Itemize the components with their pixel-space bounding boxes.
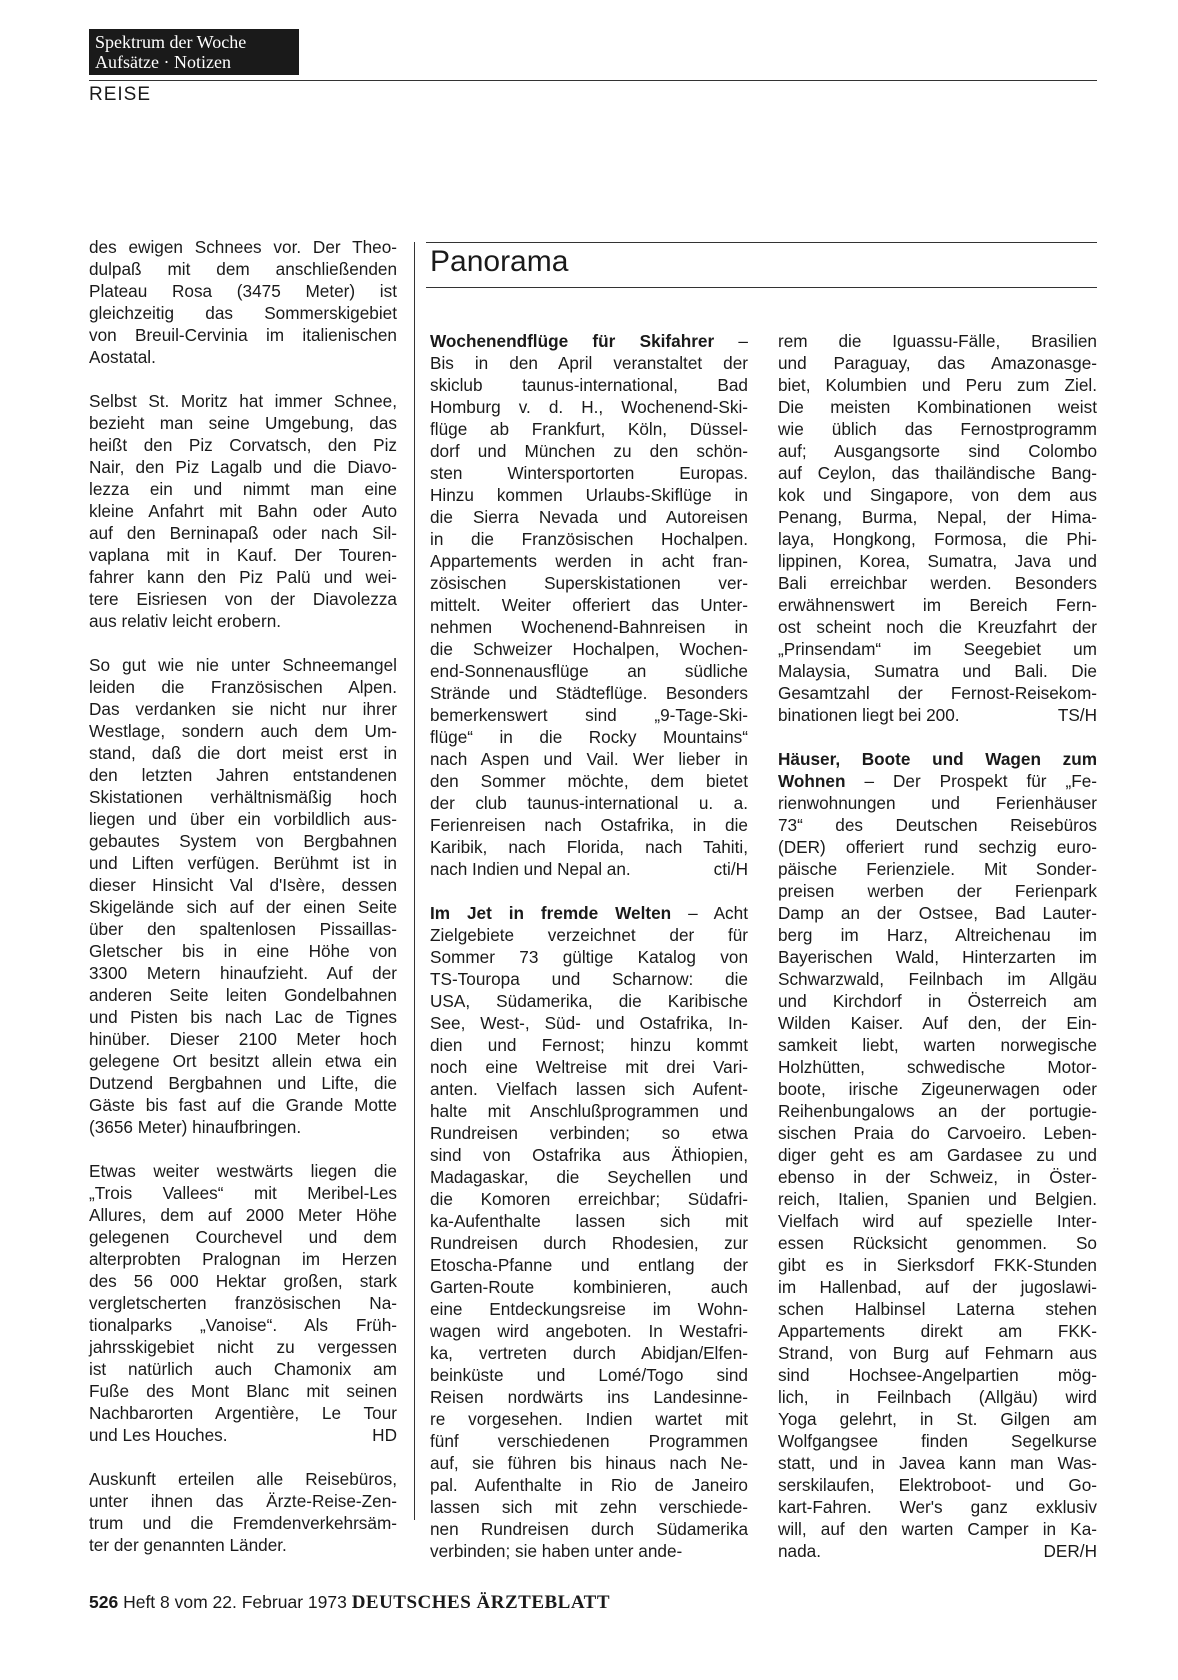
panorama-rule-bottom	[426, 287, 1097, 288]
text-line: Gesamtzahl der Fernost-Reisekom-	[778, 683, 1097, 703]
text-line: TS-Touropa und Scharnow: die	[430, 969, 748, 989]
text-line: stand, daß die dort meist erst in	[89, 743, 397, 763]
text-line: lezza ein und nimmt man eine	[89, 479, 397, 499]
text-line: lich, in Feilnbach (Allgäu) wird	[778, 1387, 1097, 1407]
text-line: trum und die Fremdenverkehrsäm-	[89, 1513, 397, 1533]
text-line: Nachbarorten Argentière, Le Tour	[89, 1403, 397, 1423]
text-line: vaplana mit in Kauf. Der Touren-	[89, 545, 397, 565]
text-line: gelegene Ort besitzt allein etwa ein	[89, 1051, 397, 1071]
text-line: Wolfgangsee finden Segelkurse	[778, 1431, 1097, 1451]
text-line: laya, Hongkong, Formosa, die Phi-	[778, 529, 1097, 549]
text-line: essen Rücksicht genommen. So	[778, 1233, 1097, 1253]
text-line: pal. Aufenthalte in Rio de Janeiro	[430, 1475, 748, 1495]
text-line: Allures, dem auf 2000 Meter Höhe	[89, 1205, 397, 1225]
paragraph	[430, 902, 748, 1562]
text-line: bezieht man seine Umgebung, das	[89, 413, 397, 433]
text-line: Yoga gelehrt, in St. Gilgen am	[778, 1409, 1097, 1429]
text-line: tionalparks „Vanoise“. Als Früh-	[89, 1315, 397, 1335]
text-line: des 56 000 Hektar großen, stark	[89, 1271, 397, 1291]
text-line: auf; Ausgangsorte sind Colombo	[778, 441, 1097, 461]
text-line: den Sommer möchte, dem bietet	[430, 771, 748, 791]
text-line: Rundreisen durch Rhodesien, zur	[430, 1233, 748, 1253]
middle-column	[430, 330, 748, 1584]
text-line: Hinzu kommen Urlaubs-Skiflüge in	[430, 485, 748, 505]
paragraph-heading: Wohnen	[778, 771, 846, 791]
text-line: Strände und Städteflüge. Besonders	[430, 683, 748, 703]
text-line: der club taunus-international u. a.	[430, 793, 748, 813]
text-line: Appartements werden in acht fran-	[430, 551, 748, 571]
paragraph	[89, 390, 397, 632]
text-line: lassen sich mit zehn verschiede-	[430, 1497, 748, 1517]
text-line: See, West-, Süd- und Ostafrika, In-	[430, 1013, 748, 1033]
text-line: aus relativ leicht erobern.	[89, 611, 282, 631]
text-line: 73“ des Deutschen Reisebüros	[778, 815, 1097, 835]
text-line: kleine Anfahrt mit Bahn oder Auto	[89, 501, 397, 521]
text-line: sind Hochsee-Angelpartien mög-	[778, 1365, 1097, 1385]
text-line: dieser Hinsicht Val d'Isère, dessen	[89, 875, 397, 895]
text-line: über den spaltenlosen Pissaillas-	[89, 919, 397, 939]
text-line: halte mit Anschlußprogrammen und	[430, 1101, 748, 1121]
text-line: ist natürlich auch Chamonix am	[89, 1359, 397, 1379]
text-line: Im Jet in fremde Welten – Acht	[430, 903, 748, 923]
text-line: fünf verschiedenen Programmen	[430, 1431, 748, 1451]
text-line: flüge ab Frankfurt, Köln, Düssel-	[430, 419, 748, 439]
text-line: die Schweizer Hochalpen, Wochen-	[430, 639, 748, 659]
text-line	[430, 858, 748, 880]
text-line: erwähnenswert im Bereich Fern-	[778, 595, 1097, 615]
text-line: wagen wird angeboten. In Westafri-	[430, 1321, 748, 1341]
text-line: will, auf den warten Camper in Ka-	[778, 1519, 1097, 1539]
text-line: auf, sie führen bis hinaus nach Ne-	[430, 1453, 748, 1473]
text-line	[89, 1424, 397, 1446]
text-line: re vorgesehen. Indien wartet mit	[430, 1409, 748, 1429]
text-line: im Hallenbad, auf der jugoslawi-	[778, 1277, 1097, 1297]
text-line: den letzten Jahren entstandenen	[89, 765, 397, 785]
text-line: lippinen, Korea, Sumatra, Java und	[778, 551, 1097, 571]
text-line: Holzhütten, schwedische Motor-	[778, 1057, 1097, 1077]
text-line: Sommer 73 gültige Katalog von	[430, 947, 748, 967]
text-line: Reisen nordwärts ins Landesinne-	[430, 1387, 748, 1407]
text-line: Bali erreichbar werden. Besonders	[778, 573, 1097, 593]
text-line: in die Französischen Hochalpen.	[430, 529, 748, 549]
text-line: und Kirchdorf in Österreich am	[778, 991, 1097, 1011]
text-line: alterprobten Pralognan im Herzen	[89, 1249, 397, 1269]
paragraph	[89, 654, 397, 1138]
text-line: end-Sonnenausflüge an südliche	[430, 661, 748, 681]
text-line: Bayerischen Wald, Hinterzarten im	[778, 947, 1097, 967]
text-line: Madagaskar, die Seychellen und	[430, 1167, 748, 1187]
text-line: auf den Berninapaß oder nach Sil-	[89, 523, 397, 543]
text-line: gebautes System von Bergbahnen	[89, 831, 397, 851]
text-line: anten. Vielfach lassen sich Aufent-	[430, 1079, 748, 1099]
paragraph	[89, 236, 397, 368]
text-line: Garten-Route kombinieren, auch	[430, 1277, 748, 1297]
text-line: preisen werben der Ferienpark	[778, 881, 1097, 901]
text-line: ost scheint noch die Kreuzfahrt der	[778, 617, 1097, 637]
text-line: schen Halbinsel Laterna stehen	[778, 1299, 1097, 1319]
text-line: skiclub taunus-international, Bad	[430, 375, 748, 395]
text-line: anderen Seite leiten Gondelbahnen	[89, 985, 397, 1005]
text-line: rienwohnungen und Ferienhäuser	[778, 793, 1097, 813]
text-line: mittelt. Weiter offeriert das Unter-	[430, 595, 748, 615]
text-line: Die meisten Kombinationen weist	[778, 397, 1097, 417]
header-line-2: Aufsätze · Notizen	[95, 52, 231, 72]
left-column	[89, 236, 397, 1578]
text-line: statt, und in Javea kann man Was-	[778, 1453, 1097, 1473]
text-line: dorf und München zu den schön-	[430, 441, 748, 461]
text-line: Ferienreisen nach Ostafrika, in die	[430, 815, 748, 835]
text-line: berg im Harz, Altreichenau im	[778, 925, 1097, 945]
text-line: des ewigen Schnees vor. Der Theo-	[89, 237, 397, 257]
text-line: Fuße des Mont Blanc mit seinen	[89, 1381, 397, 1401]
text-line: liegen und über ein vorbildlich aus-	[89, 809, 397, 829]
issue-info: Heft 8 vom 22. Februar 1973	[123, 1592, 347, 1612]
text-line: jahrsskigebiet nicht zu vergessen	[89, 1337, 397, 1357]
text-line: Etwas weiter westwärts liegen die	[89, 1161, 397, 1181]
text-line: Vielfach wird auf spezielle Inter-	[778, 1211, 1097, 1231]
text-line	[778, 748, 1097, 770]
text-line: und Liften verfügen. Berühmt ist in	[89, 853, 397, 873]
text-line: noch eine Weltreise mit drei Vari-	[430, 1057, 748, 1077]
paragraph	[89, 1468, 397, 1556]
paragraph-heading: Häuser, Boote und Wagen zum	[778, 749, 1097, 769]
text-line: gleichzeitig das Sommerskigebiet	[89, 303, 397, 323]
text-line: heißt den Piz Corvatsch, den Piz	[89, 435, 397, 455]
text-line: nach Aspen und Vail. Wer lieber in	[430, 749, 748, 769]
paragraph-last-line: nach Indien und Nepal an.	[430, 859, 631, 879]
panorama-title: Panorama	[430, 245, 569, 278]
text-line: samkeit liebt, warten norwegische	[778, 1035, 1097, 1055]
text-line: reich, Italien, Spanien und Belgien.	[778, 1189, 1097, 1209]
text-line: Strand, von Burg auf Fehmarn aus	[778, 1343, 1097, 1363]
paragraph	[89, 1160, 397, 1446]
text-line: Gäste bis fast auf die Grande Motte	[89, 1095, 397, 1115]
text-line: unter ihnen das Ärzte-Reise-Zen-	[89, 1491, 397, 1511]
text-line: auf Ceylon, das thailändische Bang-	[778, 463, 1097, 483]
journal-title: DEUTSCHES ÄRZTEBLATT	[351, 1592, 610, 1613]
text-line: rem die Iguassu-Fälle, Brasilien	[778, 331, 1097, 351]
text-line: sischen Praia do Carvoeiro. Leben-	[778, 1123, 1097, 1143]
text-line	[778, 1540, 1097, 1562]
text-line: gibt es in Sierksdorf FKK-Stunden	[778, 1255, 1097, 1275]
text-line: hinüber. Dieser 2100 Meter hoch	[89, 1029, 397, 1049]
text-line: (DER) offeriert rund sechzig euro-	[778, 837, 1097, 857]
text-line: Nair, den Piz Lagalb und die Diavo-	[89, 457, 397, 477]
text-line: „Trois Vallees“ mit Meribel-Les	[89, 1183, 397, 1203]
text-line: USA, Südamerika, die Karibische	[430, 991, 748, 1011]
paragraph-last-line: und Les Houches.	[89, 1425, 228, 1445]
paragraph	[430, 330, 748, 880]
panorama-rule-top	[426, 242, 1097, 243]
author-signature: DER/H	[1043, 1541, 1097, 1561]
text-line: kart-Fahren. Wer's ganz exklusiv	[778, 1497, 1097, 1517]
text-line: Malaysia, Sumatra und Bali. Die	[778, 661, 1097, 681]
paragraph-last-line: nada.	[778, 1541, 822, 1561]
top-rule	[89, 80, 1097, 81]
paragraph-heading: Im Jet in fremde Welten	[430, 903, 672, 923]
text-line: von Breuil-Cervinia im italienischen	[89, 325, 397, 345]
text-line: nehmen Wochenend-Bahnreisen in	[430, 617, 748, 637]
text-line: fahrer kann den Piz Palü und wei-	[89, 567, 397, 587]
text-line: Penang, Burma, Nepal, der Hima-	[778, 507, 1097, 527]
text-line: diger geht es am Gardasee zu und	[778, 1145, 1097, 1165]
text-line: ka-Aufenthalte lassen sich mit	[430, 1211, 748, 1231]
text-line: Wilden Kaiser. Auf den, der Ein-	[778, 1013, 1097, 1033]
text-line: Reihenbungalows an der portugie-	[778, 1101, 1097, 1121]
author-signature: HD	[372, 1425, 397, 1445]
text-line: ter der genannten Länder.	[89, 1535, 287, 1555]
text-line: sind von Ostafrika aus Äthiopien,	[430, 1145, 748, 1165]
text-line: vergletscherten französischen Na-	[89, 1293, 397, 1313]
paragraph	[778, 330, 1097, 726]
text-line: Karibik, nach Florida, nach Tahiti,	[430, 837, 748, 857]
text-line: Auskunft erteilen alle Reisebüros,	[89, 1469, 397, 1489]
right-column	[778, 330, 1097, 1584]
text-line: dulpaß mit dem anschließenden	[89, 259, 397, 279]
text-line: Homburg v. d. H., Wochenend-Ski-	[430, 397, 748, 417]
text-line: wie üblich das Fernostprogramm	[778, 419, 1097, 439]
author-signature: cti/H	[713, 859, 748, 879]
text-line: (3656 Meter) hinaufbringen.	[89, 1117, 302, 1137]
text-line: serskilaufen, Elektroboot- und Go-	[778, 1475, 1097, 1495]
text-line	[778, 704, 1097, 726]
text-line: päische Ferienziele. Mit Sonder-	[778, 859, 1097, 879]
text-line: Appartements direkt am FKK-	[778, 1321, 1097, 1341]
text-line: boote, irische Zigeunerwagen oder	[778, 1079, 1097, 1099]
text-line: dien und Fernost; hinzu kommt	[430, 1035, 748, 1055]
paragraph-last-line: binationen liegt bei 200.	[778, 705, 960, 725]
author-signature: TS/H	[1057, 705, 1097, 725]
text-line: „Prinsendam“ im Seegebiet um	[778, 639, 1097, 659]
text-line: zösischen Superskistationen ver-	[430, 573, 748, 593]
paragraph-heading: Wochenendflüge für Skifahrer	[430, 331, 715, 351]
paragraph	[778, 748, 1097, 1562]
text-line: Dutzend Bergbahnen und Lifte, die	[89, 1073, 397, 1093]
text-line: verbinden; sie haben unter ande-	[430, 1541, 683, 1561]
text-line: biet, Kolumbien und Peru zum Ziel.	[778, 375, 1097, 395]
text-line: Rundreisen verbinden; so etwa	[430, 1123, 748, 1143]
text-line: So gut wie nie unter Schneemangel	[89, 655, 397, 675]
header-line-1: Spektrum der Woche	[95, 32, 247, 52]
text-line: ka, vertreten durch Abidjan/Elfen-	[430, 1343, 748, 1363]
text-line: Westlage, sondern auch dem Um-	[89, 721, 397, 741]
text-line: Das verdanken sie nicht nur ihrer	[89, 699, 397, 719]
text-line: ebenso in der Schweiz, in Öster-	[778, 1167, 1097, 1187]
text-line: sten Wintersportorten Europas.	[430, 463, 748, 483]
text-line: leiden die Französischen Alpen.	[89, 677, 397, 697]
text-line: Plateau Rosa (3475 Meter) ist	[89, 281, 397, 301]
text-line: Selbst St. Moritz hat immer Schnee,	[89, 391, 397, 411]
column-divider	[414, 242, 415, 1520]
text-line: tere Eisriesen von der Diavolezza	[89, 589, 397, 609]
text-line: Wohnen – Der Prospekt für „Fe-	[778, 771, 1097, 791]
text-line: die Komoren erreichbar; Südafri-	[430, 1189, 748, 1209]
page-footer	[89, 1592, 610, 1614]
text-line: Damp an der Ostsee, Bad Lauter-	[778, 903, 1097, 923]
text-line: Aostatal.	[89, 347, 156, 367]
text-line: nen Rundreisen durch Südamerika	[430, 1519, 748, 1539]
text-line: die Sierra Nevada und Autoreisen	[430, 507, 748, 527]
text-line: Gletscher bis in eine Höhe von	[89, 941, 397, 961]
text-line: 3300 Metern hinaufzieht. Auf der	[89, 963, 397, 983]
text-line: bemerkenswert sind „9-Tage-Ski-	[430, 705, 748, 725]
text-line: eine Entdeckungsreise im Wohn-	[430, 1299, 748, 1319]
text-line: und Pisten bis nach Lac de Tignes	[89, 1007, 397, 1027]
text-line: Wochenendflüge für Skifahrer –	[430, 331, 748, 351]
section-header-box	[89, 29, 299, 75]
text-line: kok und Singapore, von dem aus	[778, 485, 1097, 505]
text-line: Skigelände sich auf der einen Seite	[89, 897, 397, 917]
section-label: REISE	[89, 84, 152, 105]
text-line: flüge“ in die Rocky Mountains“	[430, 727, 748, 747]
text-line: Bis in den April veranstaltet der	[430, 353, 748, 373]
text-line: Skistationen verhältnismäßig hoch	[89, 787, 397, 807]
text-line: Etoscha-Pfanne und entlang der	[430, 1255, 748, 1275]
text-line: beinküste und Lomé/Togo sind	[430, 1365, 748, 1385]
text-line: Schwarzwald, Feilnbach im Allgäu	[778, 969, 1097, 989]
text-line: und Paraguay, das Amazonasge-	[778, 353, 1097, 373]
text-line: Zielgebiete verzeichnet der für	[430, 925, 748, 945]
text-line: gelegenen Courchevel und dem	[89, 1227, 397, 1247]
page-number: 526	[89, 1592, 119, 1612]
